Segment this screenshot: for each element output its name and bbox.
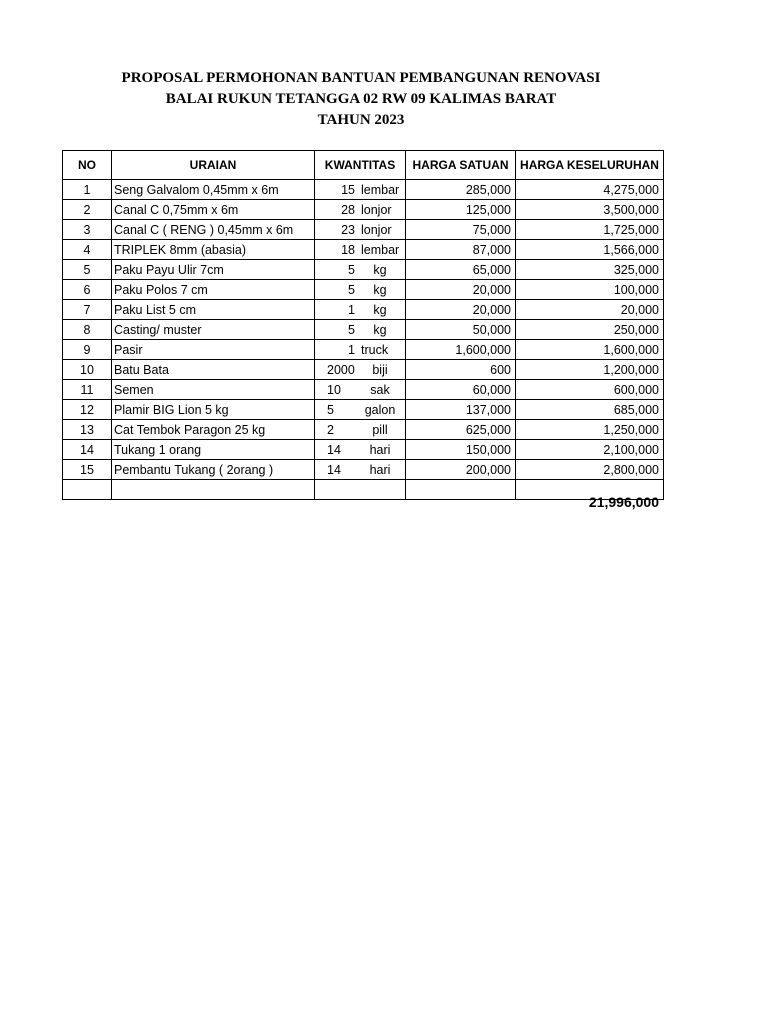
table-row: [63, 340, 664, 360]
header-total-price: HARGA KESELURUHAN: [516, 151, 664, 180]
quantity-unit: lonjor: [361, 222, 392, 237]
cell-description: Semen: [112, 380, 315, 400]
cell-quantity: [315, 300, 406, 320]
cell-no: 15: [63, 460, 112, 480]
cell-quantity: [315, 260, 406, 280]
table-row: [63, 460, 664, 480]
cell-quantity: [315, 240, 406, 260]
cell-total-price: 2,100,000: [516, 440, 664, 460]
table-row: [63, 220, 664, 240]
cell-total-price: 600,000: [516, 380, 664, 400]
header-no: NO: [63, 151, 112, 180]
cell-total-price: 325,000: [516, 260, 664, 280]
cell-unit-price: 150,000: [406, 440, 516, 460]
cell-description: Cat Tembok Paragon 25 kg: [112, 420, 315, 440]
empty-cell: [63, 480, 112, 500]
cell-quantity: [315, 180, 406, 200]
quantity-unit: kg: [373, 322, 387, 337]
cell-unit-price: 20,000: [406, 280, 516, 300]
table-row: [63, 400, 664, 420]
cell-no: 11: [63, 380, 112, 400]
cell-total-price: 1,200,000: [516, 360, 664, 380]
cell-no: 13: [63, 420, 112, 440]
document-title: [0, 68, 722, 131]
cell-quantity: [315, 460, 406, 480]
cell-unit-price: 50,000: [406, 320, 516, 340]
quantity-unit: kg: [373, 282, 387, 297]
cell-no: 2: [63, 200, 112, 220]
quantity-value: 1: [348, 302, 355, 317]
table-row: [63, 180, 664, 200]
cell-no: 9: [63, 340, 112, 360]
cell-total-price: 3,500,000: [516, 200, 664, 220]
budget-table: [62, 150, 664, 500]
cell-unit-price: 285,000: [406, 180, 516, 200]
empty-cell: [112, 480, 315, 500]
cell-total-price: 1,725,000: [516, 220, 664, 240]
table-row: [63, 260, 664, 280]
cell-no: 8: [63, 320, 112, 340]
quantity-value: 23: [341, 222, 355, 237]
empty-cell: [315, 480, 406, 500]
cell-quantity: [315, 380, 406, 400]
cell-description: Batu Bata: [112, 360, 315, 380]
grand-total: 21,996,000: [588, 494, 659, 510]
quantity-value: 2: [327, 422, 334, 437]
table-row: [63, 420, 664, 440]
quantity-value: 2000: [327, 362, 355, 377]
quantity-value: 18: [341, 242, 355, 257]
cell-quantity: [315, 360, 406, 380]
cell-description: Paku Payu Ulir 7cm: [112, 260, 315, 280]
cell-unit-price: 75,000: [406, 220, 516, 240]
cell-no: 4: [63, 240, 112, 260]
cell-quantity: [315, 220, 406, 240]
cell-total-price: 250,000: [516, 320, 664, 340]
cell-unit-price: 625,000: [406, 420, 516, 440]
cell-no: 7: [63, 300, 112, 320]
title-line-3: TAHUN 2023: [317, 112, 405, 128]
quantity-value: 14: [327, 462, 341, 477]
cell-no: 10: [63, 360, 112, 380]
table-row: [63, 380, 664, 400]
cell-no: 6: [63, 280, 112, 300]
table-row: [63, 440, 664, 460]
cell-unit-price: 60,000: [406, 380, 516, 400]
cell-quantity: [315, 280, 406, 300]
cell-description: Tukang 1 orang: [112, 440, 315, 460]
quantity-unit: pill: [372, 422, 388, 437]
header-description: URAIAN: [112, 151, 315, 180]
quantity-unit: lembar: [361, 242, 400, 257]
quantity-unit: galon: [364, 402, 396, 417]
quantity-unit: truck: [361, 342, 389, 357]
cell-quantity: [315, 320, 406, 340]
quantity-unit: kg: [373, 262, 387, 277]
table-row: [63, 300, 664, 320]
cell-description: Casting/ muster: [112, 320, 315, 340]
cell-unit-price: 137,000: [406, 400, 516, 420]
cell-total-price: 1,250,000: [516, 420, 664, 440]
cell-description: Plamir BIG Lion 5 kg: [112, 400, 315, 420]
cell-quantity: [315, 400, 406, 420]
table-row: [63, 320, 664, 340]
quantity-unit: lonjor: [361, 202, 392, 217]
cell-total-price: 4,275,000: [516, 180, 664, 200]
title-line-2: BALAI RUKUN TETANGGA 02 RW 09 KALIMAS BARAT: [165, 91, 557, 107]
table-row: [63, 360, 664, 380]
cell-unit-price: 87,000: [406, 240, 516, 260]
cell-quantity: [315, 340, 406, 360]
header-quantity: KWANTITAS: [315, 151, 406, 180]
quantity-unit: hari: [369, 442, 391, 457]
cell-description: Paku Polos 7 cm: [112, 280, 315, 300]
cell-total-price: 1,600,000: [516, 340, 664, 360]
table-row: [63, 240, 664, 260]
cell-no: 12: [63, 400, 112, 420]
quantity-value: 5: [348, 282, 355, 297]
cell-unit-price: 200,000: [406, 460, 516, 480]
cell-total-price: 685,000: [516, 400, 664, 420]
quantity-value: 10: [327, 382, 341, 397]
cell-unit-price: 1,600,000: [406, 340, 516, 360]
cell-quantity: [315, 440, 406, 460]
quantity-value: 5: [327, 402, 334, 417]
quantity-value: 5: [348, 262, 355, 277]
cell-total-price: 2,800,000: [516, 460, 664, 480]
cell-total-price: 1,566,000: [516, 240, 664, 260]
quantity-value: 28: [341, 202, 355, 217]
cell-description: Pasir: [112, 340, 315, 360]
cell-unit-price: 125,000: [406, 200, 516, 220]
quantity-value: 5: [348, 322, 355, 337]
quantity-value: 14: [327, 442, 341, 457]
table-row: [63, 280, 664, 300]
cell-unit-price: 65,000: [406, 260, 516, 280]
table-body: [63, 180, 664, 500]
cell-unit-price: 20,000: [406, 300, 516, 320]
cell-description: TRIPLEK 8mm (abasia): [112, 240, 315, 260]
cell-description: Canal C ( RENG ) 0,45mm x 6m: [112, 220, 315, 240]
quantity-unit: biji: [372, 362, 388, 377]
cell-quantity: [315, 200, 406, 220]
cell-total-price: 20,000: [516, 300, 664, 320]
cell-unit-price: 600: [406, 360, 516, 380]
cell-quantity: [315, 420, 406, 440]
quantity-unit: kg: [373, 302, 387, 317]
header-unit-price: HARGA SATUAN: [406, 151, 516, 180]
empty-cell: [406, 480, 516, 500]
cell-description: Canal C 0,75mm x 6m: [112, 200, 315, 220]
cell-no: 1: [63, 180, 112, 200]
title-line-1: PROPOSAL PERMOHONAN BANTUAN PEMBANGUNAN RENOVASI: [121, 70, 601, 86]
quantity-unit: sak: [370, 382, 390, 397]
cell-description: Seng Galvalom 0,45mm x 6m: [112, 180, 315, 200]
cell-no: 5: [63, 260, 112, 280]
quantity-unit: lembar: [361, 182, 400, 197]
quantity-unit: hari: [369, 462, 391, 477]
cell-description: Paku List 5 cm: [112, 300, 315, 320]
table-row: [63, 200, 664, 220]
cell-no: 3: [63, 220, 112, 240]
quantity-value: 1: [348, 342, 355, 357]
cell-description: Pembantu Tukang ( 2orang ): [112, 460, 315, 480]
quantity-value: 15: [341, 182, 355, 197]
cell-total-price: 100,000: [516, 280, 664, 300]
cell-no: 14: [63, 440, 112, 460]
table-header-row: [63, 151, 664, 180]
